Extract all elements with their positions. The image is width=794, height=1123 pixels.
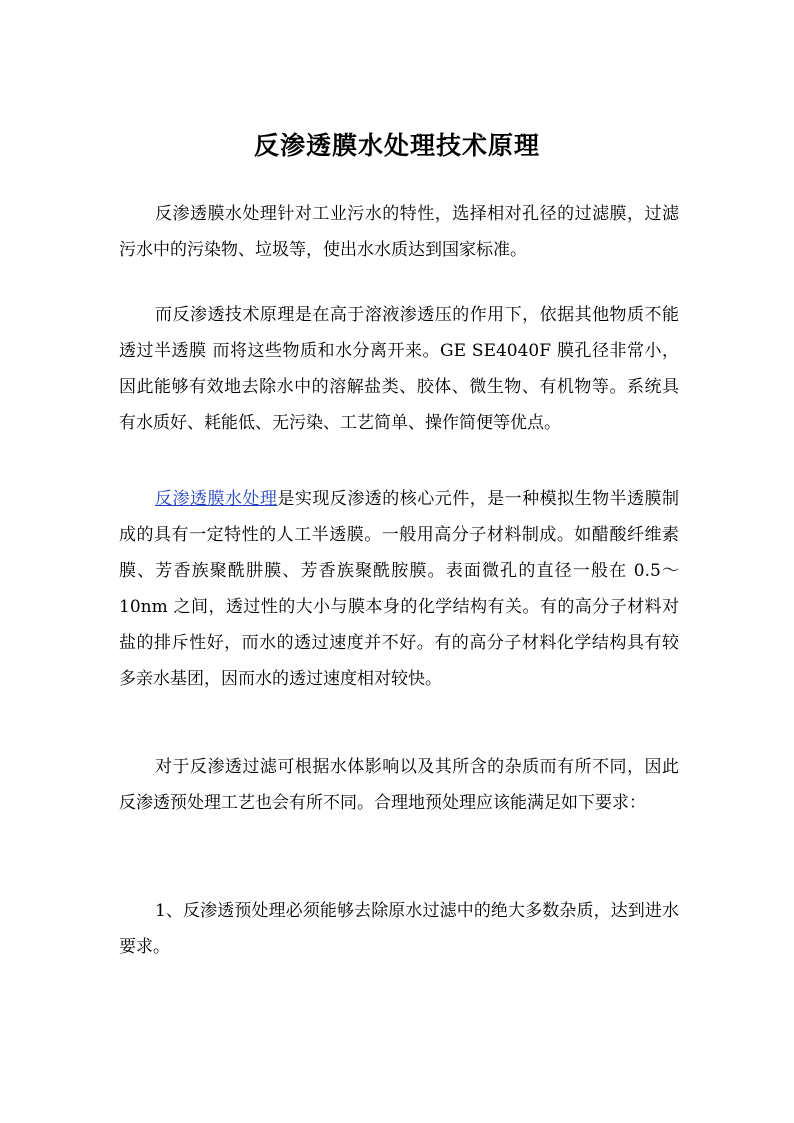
paragraph-text: 而反渗透技术原理是在高于溶液渗透压的作用下，依据其他物质不能透过半透膜 而将这些物质和水分离开来。GE SE4040F 膜孔径非常小，因此能够有效地去除水中的溶解盐类、胶体、微生物、有机物等。系统具有水质好、耗能低、无污染、工艺简单、操作简便等优点。 [119, 305, 679, 433]
paragraph-intro [119, 196, 679, 268]
paragraph-text: 反渗透膜水处理针对工业污水的特性，选择相对孔径的过滤膜，过滤污水中的污染物、垃圾等，使出水水质达到国家标准。 [119, 204, 679, 260]
document-title: 反渗透膜水处理技术原理 [253, 131, 540, 160]
paragraph-text: 1、反渗透预处理必须能够去除原水过滤中的绝大多数杂质，达到进水要求。 [119, 901, 679, 957]
paragraph-principle [119, 297, 679, 441]
paragraph-requirement-1 [119, 893, 679, 965]
paragraph-pretreatment [119, 749, 679, 821]
paragraph-membrane [119, 481, 679, 697]
paragraph-text: 对于反渗透过滤可根据水体影响以及其所含的杂质而有所不同，因此反渗透预处理工艺也会有所不同。合理地预处理应该能满足如下要求： [119, 757, 679, 813]
membrane-link[interactable]: 反渗透膜水处理 [155, 489, 278, 509]
paragraph-text: 是实现反渗透的核心元件，是一种模拟生物半透膜制成的具有一定特性的人工半透膜。一般用高分子材料制成。如醋酸纤维素膜、芳香族聚酰肼膜、芳香族聚酰胺膜。表面微孔的直径一般在 0.5～10nm 之间，透过性的大小与膜本身的化学结构有关。有的高分子材料对盐的排斥性好，而水的透过速度并不好。有的高分子材料化学结构具有较多亲水基团，因而水的透过速度相对较快。 [119, 489, 680, 689]
